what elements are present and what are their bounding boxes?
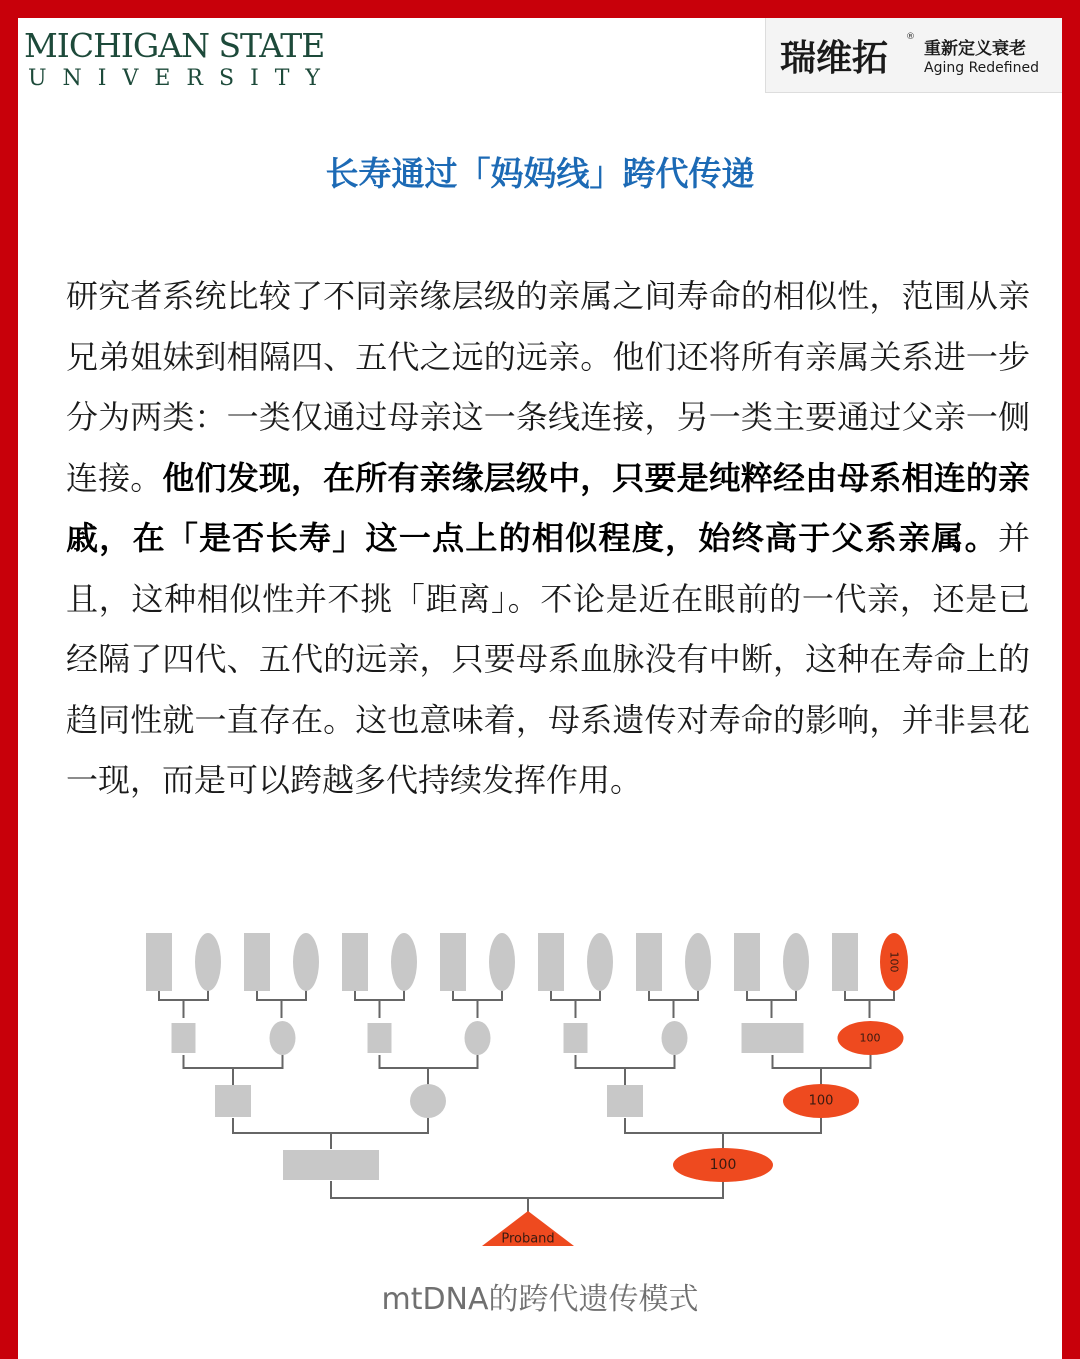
gen2-male (564, 1023, 588, 1053)
gen4-male (283, 1150, 379, 1180)
brand-slogan-en: Aging Redefined (924, 60, 1039, 76)
msu-logo-line1: MICHIGAN STATE (24, 26, 325, 65)
diagram-caption: mtDNA的跨代遗传模式 (381, 1282, 699, 1317)
female-ancestor (489, 933, 515, 991)
gen2-female (270, 1021, 296, 1055)
body-segment-2-bold: 他们发现，在所有亲缘层级中，只要是纯粹经由母系相连的亲戚，在「是否长寿」这一点上的相似程度，始终高于父系亲属。 (66, 458, 1030, 557)
mtdna-label-gen4: 100 (709, 1157, 737, 1173)
brand-registered-mark: ® (906, 32, 915, 42)
female-ancestor (685, 933, 711, 991)
male-ancestor (342, 933, 368, 991)
couple-line (331, 1181, 723, 1198)
msu-logo-line2: UNIVERSITY (28, 66, 336, 91)
male-ancestor (734, 933, 760, 991)
gen3-female (410, 1084, 446, 1118)
gen2-male (368, 1023, 392, 1053)
male-ancestor (636, 933, 662, 991)
mtdna-label-gen2: 100 (859, 1031, 881, 1045)
pedigree-diagram (18, 18, 1062, 1359)
gen3-male (215, 1085, 251, 1117)
female-ancestor (587, 933, 613, 991)
couple-line (625, 1118, 821, 1133)
couple-line (184, 1055, 283, 1068)
male-ancestor (440, 933, 466, 991)
couple-line (773, 1055, 871, 1068)
male-ancestor (538, 933, 564, 991)
mtdna-label-gen3: 100 (808, 1093, 834, 1109)
couple-line (380, 1055, 478, 1068)
gen2-male (742, 1023, 804, 1053)
male-ancestor (244, 933, 270, 991)
article-title: 长寿通过「妈妈线」跨代传递 (325, 154, 755, 193)
gen2-male (172, 1023, 196, 1053)
mtdna-label-gen1: 100 (887, 951, 901, 973)
male-ancestor (832, 933, 858, 991)
male-ancestor (146, 933, 172, 991)
couple-line (233, 1118, 428, 1133)
proband-label: Proband (501, 1231, 555, 1247)
brand-name: 瑞维拓 (780, 38, 889, 79)
gen3-male (607, 1085, 643, 1117)
female-ancestor (391, 933, 417, 991)
gen2-female (662, 1021, 688, 1055)
female-ancestor (783, 933, 809, 991)
brand-slogan: 重新定义衰老 (924, 39, 1026, 59)
female-ancestor (293, 933, 319, 991)
body-segment-3: 并且，这种相似性并不挑「距离」。不论是近在眼前的一代亲，还是已经隔了四代、五代的远亲，只要母系血脉没有中断，这种在寿命上的趋同性就一直存在。这也意味着，母系遗传对寿命的影响，并非昙花一现，而是可以跨越多代持续发挥作用。 (66, 519, 1030, 799)
body-segment-1: 研究者系统比较了不同亲缘层级的亲属之间寿命的相似性，范围从亲兄弟姐妹到相隔四、五代之远的远亲。他们还将所有亲属关系进一步分为两类：一类仅通过母亲这一条线连接，另一类主要通过父亲一侧连接。 (66, 277, 1030, 497)
couple-line (576, 1055, 675, 1068)
gen2-female (465, 1021, 491, 1055)
female-ancestor (195, 933, 221, 991)
page (18, 18, 1062, 1359)
